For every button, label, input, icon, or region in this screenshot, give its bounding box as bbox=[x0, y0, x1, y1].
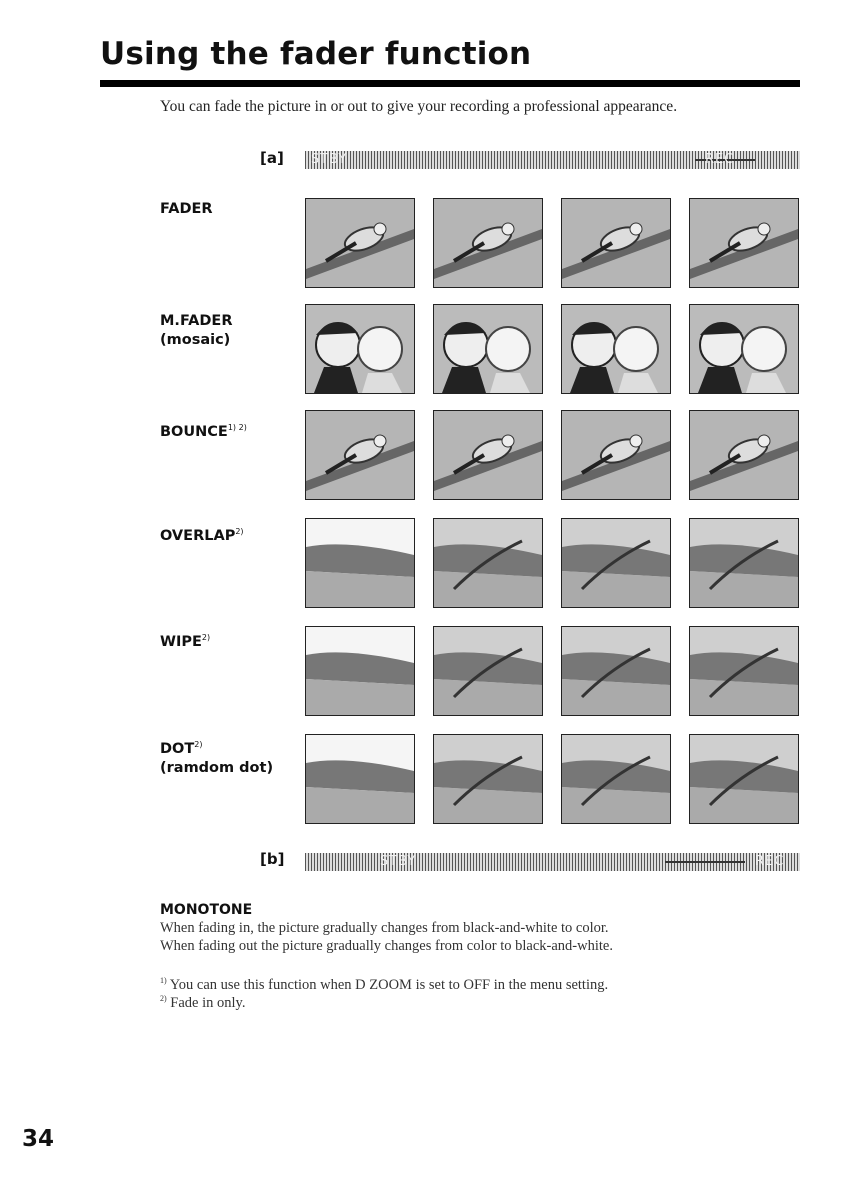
monotone-line-1: When fading in, the picture gradually changes from black-and-white to color. bbox=[160, 920, 609, 936]
thumbnail-6-3 bbox=[561, 734, 671, 824]
fade-bar-b bbox=[305, 853, 800, 871]
thumbnail-6-4 bbox=[689, 734, 799, 824]
bar-b-label: [b] bbox=[260, 850, 285, 868]
bar-b-rec: REC bbox=[755, 854, 785, 869]
fade-bar-a bbox=[305, 151, 800, 169]
thumbnail-1-4 bbox=[689, 198, 799, 288]
footnote-2: $^{2)}$ Fade in only. bbox=[160, 994, 246, 1011]
page-number: 34 bbox=[22, 1126, 55, 1152]
thumbnail-4-1 bbox=[305, 518, 415, 608]
row-label-m-fader: M.FADER (mosaic) bbox=[160, 313, 233, 348]
page-title: Using the fader function bbox=[100, 36, 532, 72]
row-label-dot: DOT$^{2)}$ (ramdom dot) bbox=[160, 740, 274, 776]
thumbnail-2-4 bbox=[689, 304, 799, 394]
thumbnail-4-3 bbox=[561, 518, 671, 608]
thumbnail-5-2 bbox=[433, 626, 543, 716]
thumbnail-5-1 bbox=[305, 626, 415, 716]
thumbnail-4-2 bbox=[433, 518, 543, 608]
bar-a-stby: STBY bbox=[311, 152, 348, 167]
bar-b-divider bbox=[665, 861, 745, 863]
thumbnail-1-2 bbox=[433, 198, 543, 288]
thumbnail-1-3 bbox=[561, 198, 671, 288]
intro-text: You can fade the picture in or out to give your recording a professional appearance. bbox=[160, 98, 678, 115]
row-label-overlap: OVERLAP$^{2)}$ bbox=[160, 527, 244, 544]
bar-a-rec: REC bbox=[705, 152, 735, 167]
thumbnail-2-2 bbox=[433, 304, 543, 394]
monotone-heading: MONOTONE bbox=[160, 902, 253, 918]
bar-a-label: [a] bbox=[260, 149, 284, 167]
thumbnail-5-4 bbox=[689, 626, 799, 716]
monotone-line-2: When fading out the picture gradually changes from color to black-and-white. bbox=[160, 938, 613, 954]
thumbnail-3-1 bbox=[305, 410, 415, 500]
thumbnail-6-1 bbox=[305, 734, 415, 824]
row-label-fader: FADER bbox=[160, 201, 213, 217]
thumbnail-6-2 bbox=[433, 734, 543, 824]
thumbnail-3-2 bbox=[433, 410, 543, 500]
thumbnail-4-4 bbox=[689, 518, 799, 608]
footnote-1: $^{1)}$ You can use this function when D ZOOM is set to OFF in the menu setting. bbox=[160, 976, 609, 993]
title-rule bbox=[100, 80, 800, 87]
thumbnail-5-3 bbox=[561, 626, 671, 716]
thumbnail-3-3 bbox=[561, 410, 671, 500]
row-label-bounce: $BOUNCE^{1) 2)}$ bbox=[160, 423, 247, 440]
row-label-wipe: WIPE$^{2)}$ bbox=[160, 633, 211, 650]
thumbnail-2-3 bbox=[561, 304, 671, 394]
bar-b-stby: STBY bbox=[380, 854, 417, 869]
thumbnail-3-4 bbox=[689, 410, 799, 500]
thumbnail-2-1 bbox=[305, 304, 415, 394]
thumbnail-1-1 bbox=[305, 198, 415, 288]
